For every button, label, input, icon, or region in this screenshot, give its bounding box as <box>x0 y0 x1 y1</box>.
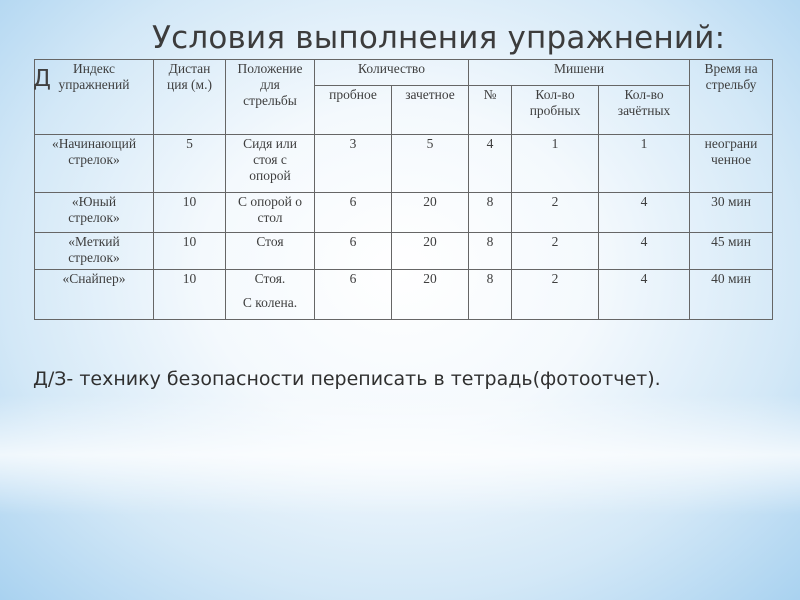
cell-distance: 5 <box>154 135 226 193</box>
cell-time: 40 мин <box>690 270 773 320</box>
cell-position: Стоя <box>226 233 315 270</box>
header-targets-trial: Кол-во пробных <box>512 86 599 135</box>
cell-count-scored: 20 <box>392 233 469 270</box>
cell-target-trial: 2 <box>512 270 599 320</box>
cell-count-scored: 20 <box>392 270 469 320</box>
header-targets-scored: Кол-во зачётных <box>599 86 690 135</box>
cell-target-scored: 4 <box>599 233 690 270</box>
cell-index: «Юный стрелок» <box>35 193 154 233</box>
header-time: Время на стрельбу <box>690 60 773 135</box>
cell-count-scored: 5 <box>392 135 469 193</box>
exercise-conditions-table <box>34 59 773 320</box>
background-glow <box>0 395 800 515</box>
cell-position: Сидя или стоя с опорой <box>226 135 315 193</box>
cell-target-trial: 2 <box>512 193 599 233</box>
header-targets: Мишени <box>469 60 690 86</box>
cell-target-scored: 4 <box>599 193 690 233</box>
cell-position: Стоя. С колена. <box>226 270 315 320</box>
cell-target-trial: 2 <box>512 233 599 270</box>
cell-target-num: 4 <box>469 135 512 193</box>
cell-target-trial: 1 <box>512 135 599 193</box>
cell-count-scored: 20 <box>392 193 469 233</box>
table-row <box>35 270 773 320</box>
cell-time: неограни ченное <box>690 135 773 193</box>
cell-position: С опорой о стол <box>226 193 315 233</box>
cell-time: 45 мин <box>690 233 773 270</box>
header-position: Положение для стрельбы <box>226 60 315 135</box>
cell-target-num: 8 <box>469 233 512 270</box>
header-distance: Дистан ция (м.) <box>154 60 226 135</box>
table-row <box>35 233 773 270</box>
stray-letter: Д <box>33 66 51 92</box>
cell-count-trial: 6 <box>315 270 392 320</box>
cell-index: «Меткий стрелок» <box>35 233 154 270</box>
cell-time: 30 мин <box>690 193 773 233</box>
table-row <box>35 135 773 193</box>
header-count-scored: зачетное <box>392 86 469 135</box>
header-count-trial: пробное <box>315 86 392 135</box>
header-count: Количество <box>315 60 469 86</box>
cell-distance: 10 <box>154 193 226 233</box>
header-targets-num: № <box>469 86 512 135</box>
homework-text: Д/З- технику безопасности переписать в тетрадь(фотоотчет). <box>33 368 661 390</box>
header-index: Индекс упражнений <box>35 60 154 135</box>
cell-count-trial: 6 <box>315 193 392 233</box>
cell-count-trial: 3 <box>315 135 392 193</box>
cell-distance: 10 <box>154 270 226 320</box>
slide-title: Условия выполнения упражнений: <box>152 20 726 56</box>
cell-target-num: 8 <box>469 193 512 233</box>
cell-count-trial: 6 <box>315 233 392 270</box>
table-row <box>35 193 773 233</box>
cell-index: «Снайпер» <box>35 270 154 320</box>
cell-distance: 10 <box>154 233 226 270</box>
cell-index: «Начинающий стрелок» <box>35 135 154 193</box>
cell-target-num: 8 <box>469 270 512 320</box>
cell-target-scored: 4 <box>599 270 690 320</box>
cell-target-scored: 1 <box>599 135 690 193</box>
